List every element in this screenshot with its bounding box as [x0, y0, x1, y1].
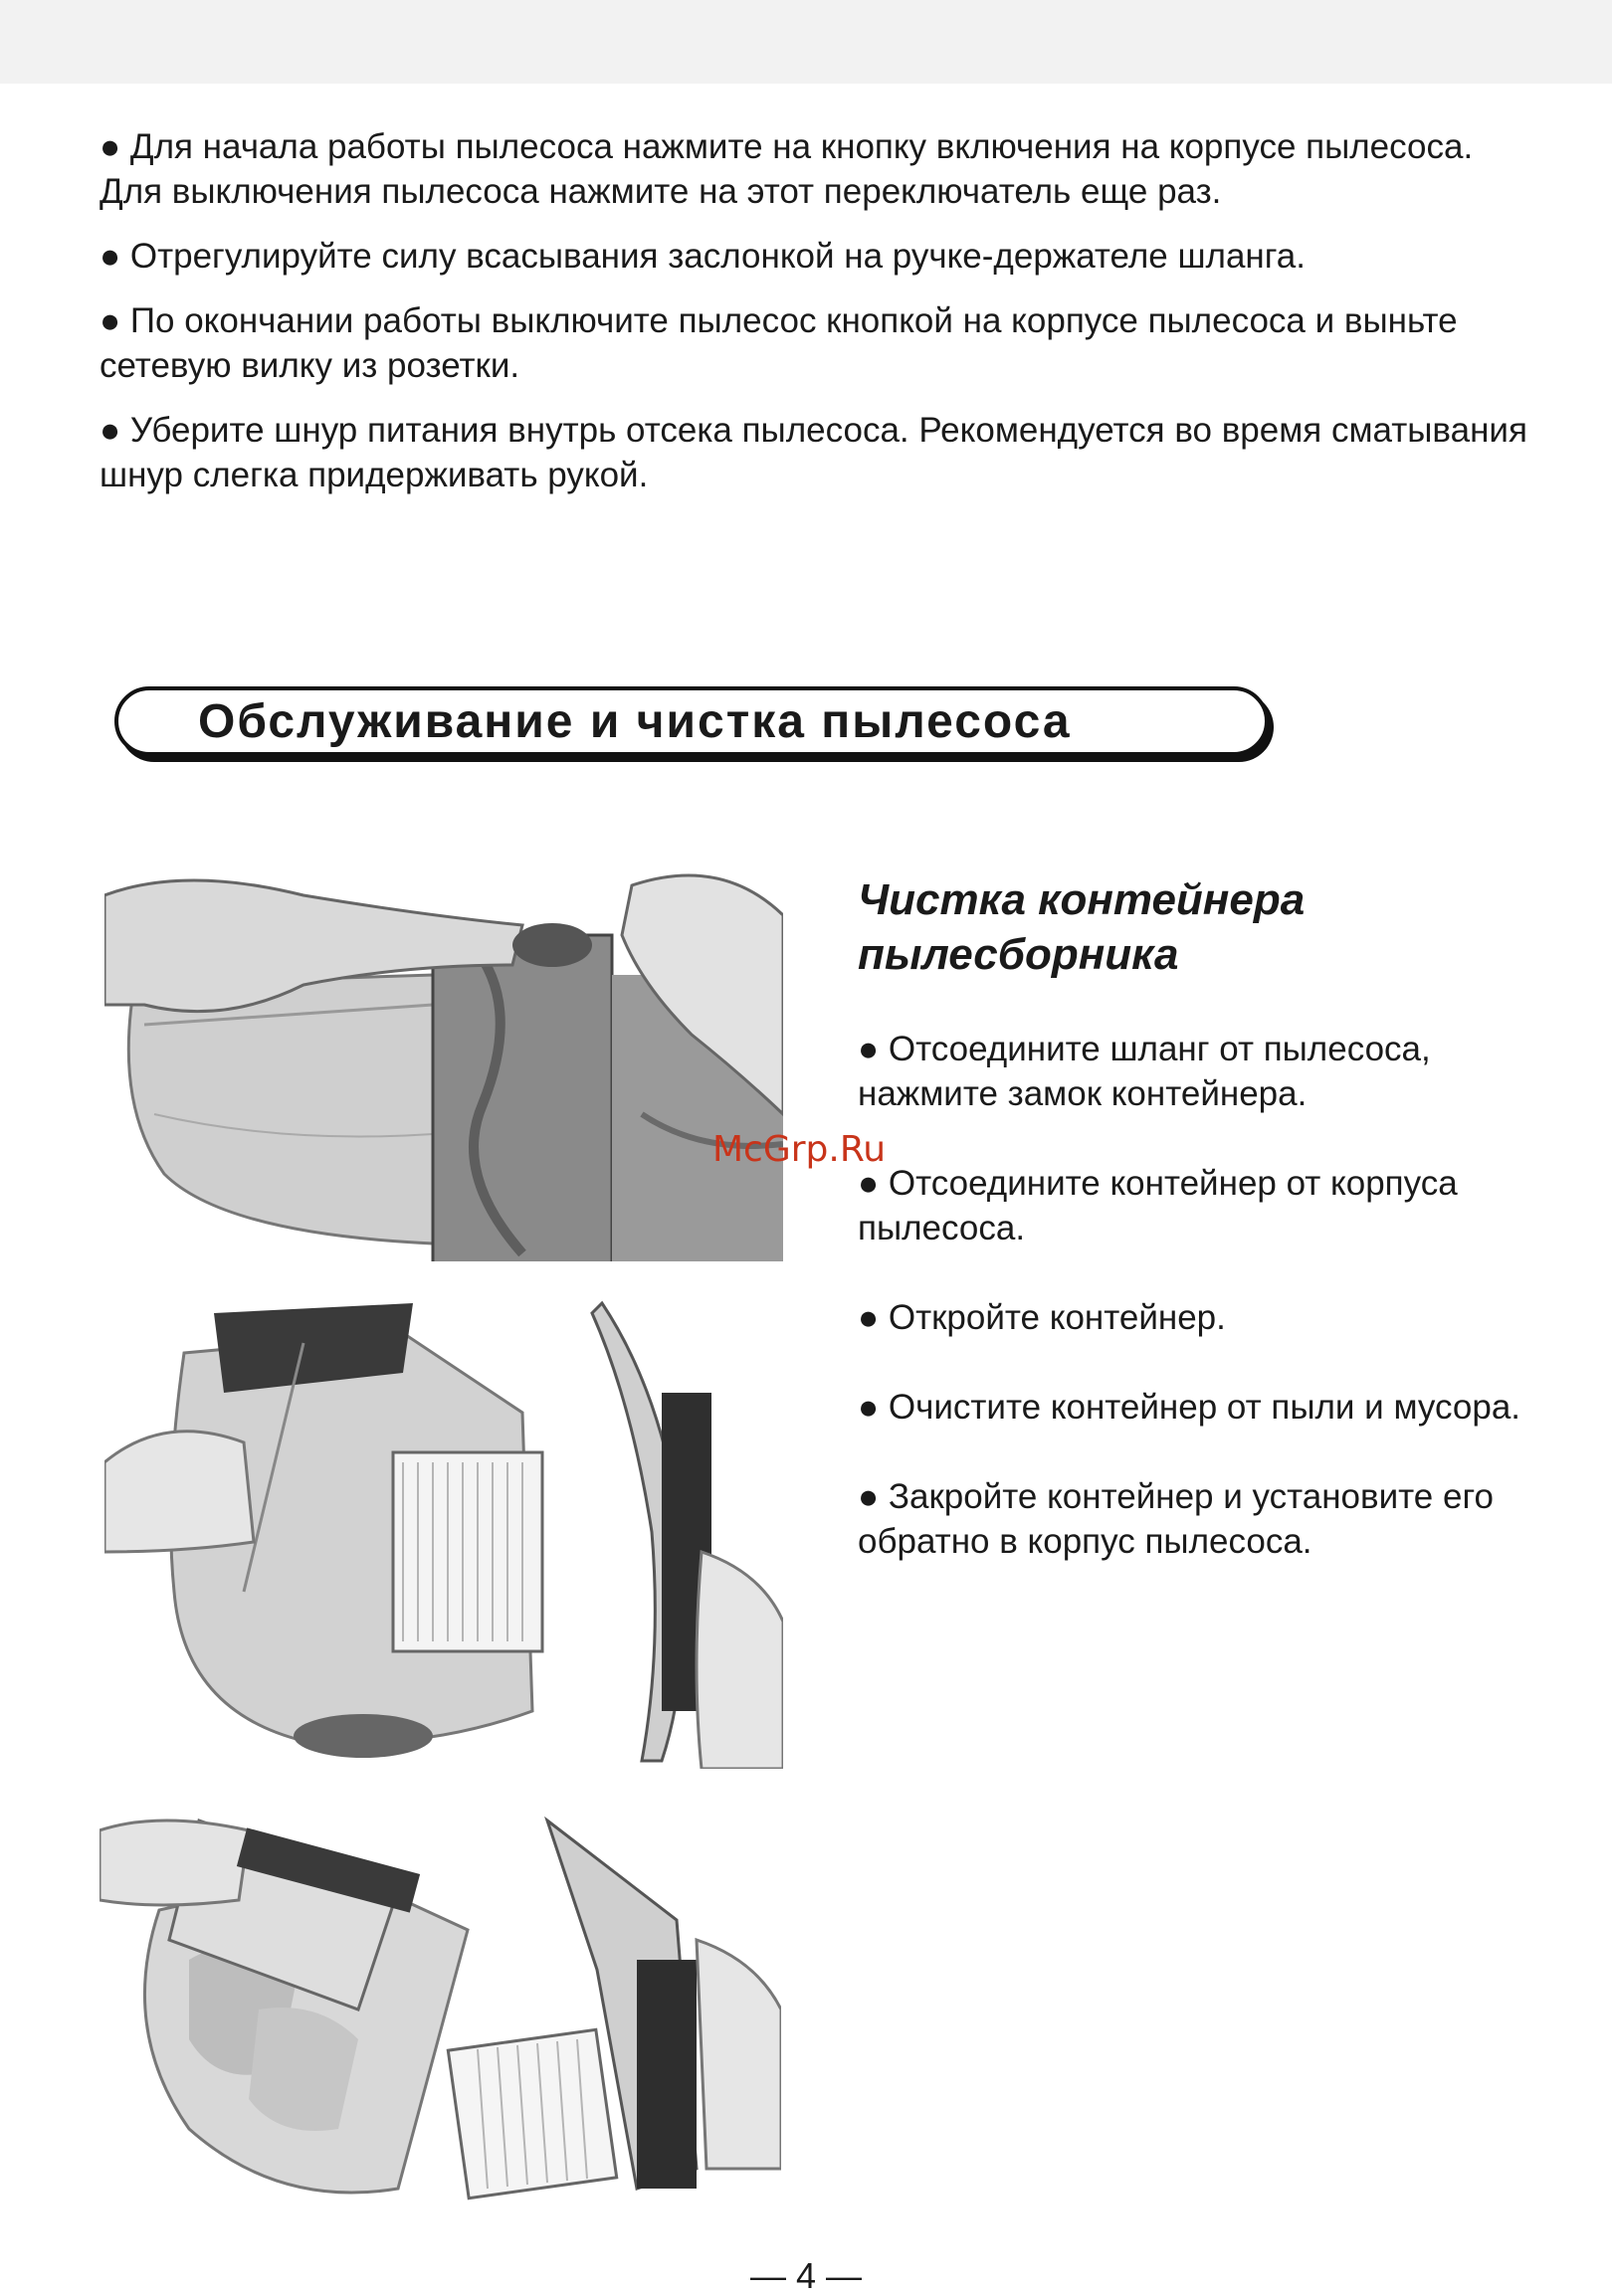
cleaning-step: ● Очистите контейнер от пыли и мусора.: [858, 1388, 1521, 1427]
page-number: — 4 —: [749, 2255, 863, 2296]
intro-paragraph: ● Отрегулируйте силу всасывания заслонкой на ручке-держателе шланга.: [100, 237, 1306, 276]
intro-text: [100, 124, 1532, 517]
intro-paragraph: ● Для начала работы пылесоса нажмите на кнопку включения на корпусе пылесоса. Для выключения пылесоса нажмите на этот переключатель еще раз.: [100, 127, 1474, 211]
top-band: [0, 0, 1612, 84]
cleaning-step: ● Отсоедините шланг от пылесоса, нажмите замок контейнера.: [858, 1030, 1431, 1113]
cleaning-title: Чистка контейнера пылесборника: [858, 875, 1306, 979]
cleaning-steps: [858, 1027, 1554, 1609]
watermark: McGrp.Ru: [712, 1129, 887, 1170]
intro-paragraph: ● По окончании работы выключите пылесос кнопкой на корпусе пылесоса и выньте сетевую вилку из розетки.: [100, 301, 1458, 385]
photo-detach-container: [104, 1293, 783, 1769]
photo-press-lock: [104, 856, 783, 1261]
section-title: Обслуживание и чистка пылесоса: [114, 686, 1269, 756]
cleaning-step: ● Закройте контейнер и установите его обратно в корпус пылесоса.: [858, 1477, 1494, 1561]
cleaning-step: ● Отсоедините контейнер от корпуса пылесоса.: [858, 1164, 1458, 1247]
intro-paragraph: ● Уберите шнур питания внутрь отсека пылесоса. Рекомендуется во время сматывания шнур слегка придерживать рукой.: [100, 411, 1527, 494]
cleaning-step: ● Откройте контейнер.: [858, 1298, 1226, 1337]
photo-open-container: [100, 1811, 781, 2208]
